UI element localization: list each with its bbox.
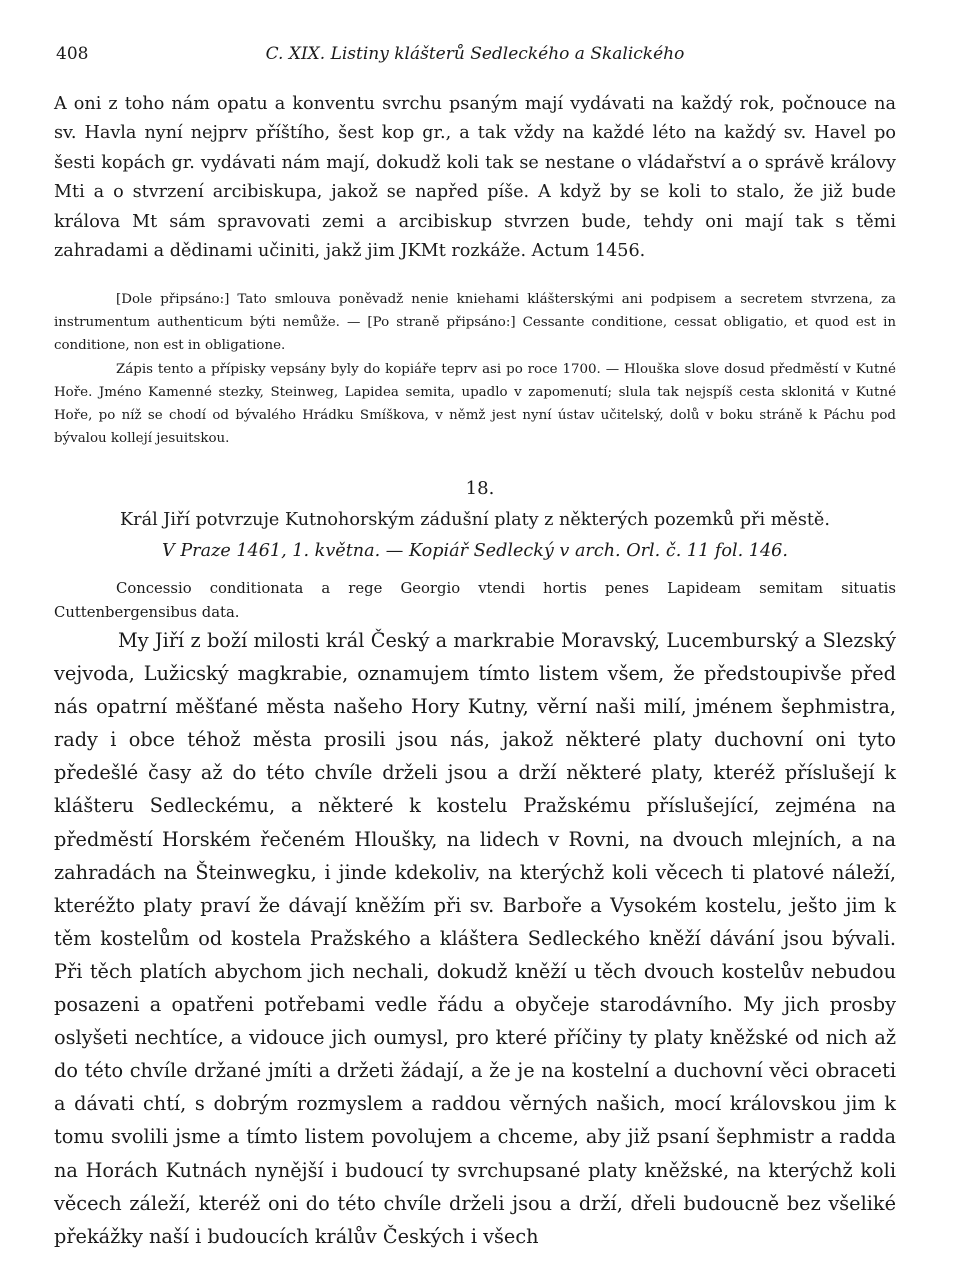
running-title: C. XIX. Listiny klášterů Sedleckého a Skalického: [265, 44, 685, 64]
previous-document-ending: [54, 90, 896, 266]
document-date-source: V Praze 1461, 1. května. — Kopiář Sedlecký v arch. Orl. č. 11 fol. 146.: [162, 541, 788, 561]
page-header: [56, 44, 894, 68]
continuation-paragraph: A oni z toho nám opatu a konventu svrchu psaným mají vydávati na každý rok, počnouce na sv. Havla nyní nejprv příštího, šest kop gr., a tak vždy na každé léto na každý sv. Havel po šesti kopách gr. vydávati nám mají, dokudž koli tak se nestane o vládařství a o správě královy Mti a o stvrzení arcibiskupa, jakož se napřed píše. A když by se koli to stalo, že již bude králova Mt sám spravovati zemi a arcibiskup stvrzen bude, tehdy oni mají tak s těmi zahradami a dědinami učiniti, jakž jim JKMt rozkáže. Actum 1456.: [54, 94, 896, 262]
document-body: [54, 624, 896, 1253]
document-summary: Král Jiří potvrzuje Kutnohorským zádušní platy z některých pozemků při městě.: [120, 510, 830, 530]
body-paragraph: My Jiří z boží milosti král Český a markrabie Moravský, Lucemburský a Slezský vejvoda, Lužicský magkrabie, oznamujem tímto listem všem, že předstoupivše před nás opatrní měšťané města našeho Hory Kutny, věrní naši milí, jménem šephmistra, rady i obce téhož města prosili jsou nás, jakož některé platy duchovní oni tyto předešlé časy až do této chvíle drželi jsou a drží některé platy, kteréž příslušejí k klášteru Sedleckému, a některé k kostelu Pražskému příslušející, zejména na předměstí Horském řečeném Hloušky, na lidech v Rovni, na dvouch mlejních, a na zahradách na Šteinwegku, i jinde kdekoliv, na kterýchž koli věcech ti platové náleží, kteréžto platy praví že dávají kněžím při sv. Barboře a Vysokém kostelu, ješto jim k těm kostelům od kostela Pražského a kláštera Sedleckého kněží dávání jsou bývali. Při těch platích abychom jich nechali, dokudž kněží u těch dvouch kostelův nebudou posazeni a opatřeni potřebami vedle řádu a obyčeje starodávního. My jich prosby oslyšeti nechtíce, a vidouce jich oumysl, pro které příčiny ty platy kněžské od nich až do této chvíle držané jmíti a držeti žádají, a že je na kostelní a duchovní věci obraceti a dávati chtí, s dobrým rozmyslem a raddou věrných našich, mocí královskou jim k tomu svolili jsme a tímto listem povolujem a chceme, aby již psaní šephmistr a radda na Horách Kutnách nynější i budoucí ty svrchupsané platy kněžské, na kterýchž koli věcech záleží, kteréž oni do této chvíle drželi jsou a drží, dřeli budoucně bez všeliké překážky naší i budoucích králův Českých i všech: [54, 629, 896, 1248]
latin-regest: [54, 577, 896, 625]
note-paragraph: [Dole připsáno:] Tato smlouva poněvadž nenie kniehami klášterskými ani podpisem a secretem stvrzena, za instrumentum authenticum býti nemůže. — [Po straně připsáno:] Cessante conditione, cessat obligatio, et quod est in conditione, non est in obligatione.: [54, 292, 896, 354]
regest-paragraph: Concessio conditionata a rege Georgio vtendi hortis penes Lapideam semitam situatis Cuttenbergensibus data.: [54, 580, 896, 621]
page-number: 408: [56, 44, 89, 64]
document-number: 18.: [465, 478, 495, 499]
editorial-notes: [54, 288, 896, 450]
note-paragraph: Zápis tento a přípisky vepsány byly do kopiáře teprv asi po roce 1700. — Hlouška slove dosud předměstí v Kutné Hoře. Jméno Kamenné stezky, Steinweg, Lapidea semita, upadlo v zapomenutí; slula tak nejspíš cesta sklonitá v Kutné Hoře, po níž se chodí od bývalého Hrádku Smíškova, v němž jest nyní ústav učitelský, dolů v boku stráně k Páchu pod bývalou kollejí jesuitskou.: [54, 361, 896, 447]
